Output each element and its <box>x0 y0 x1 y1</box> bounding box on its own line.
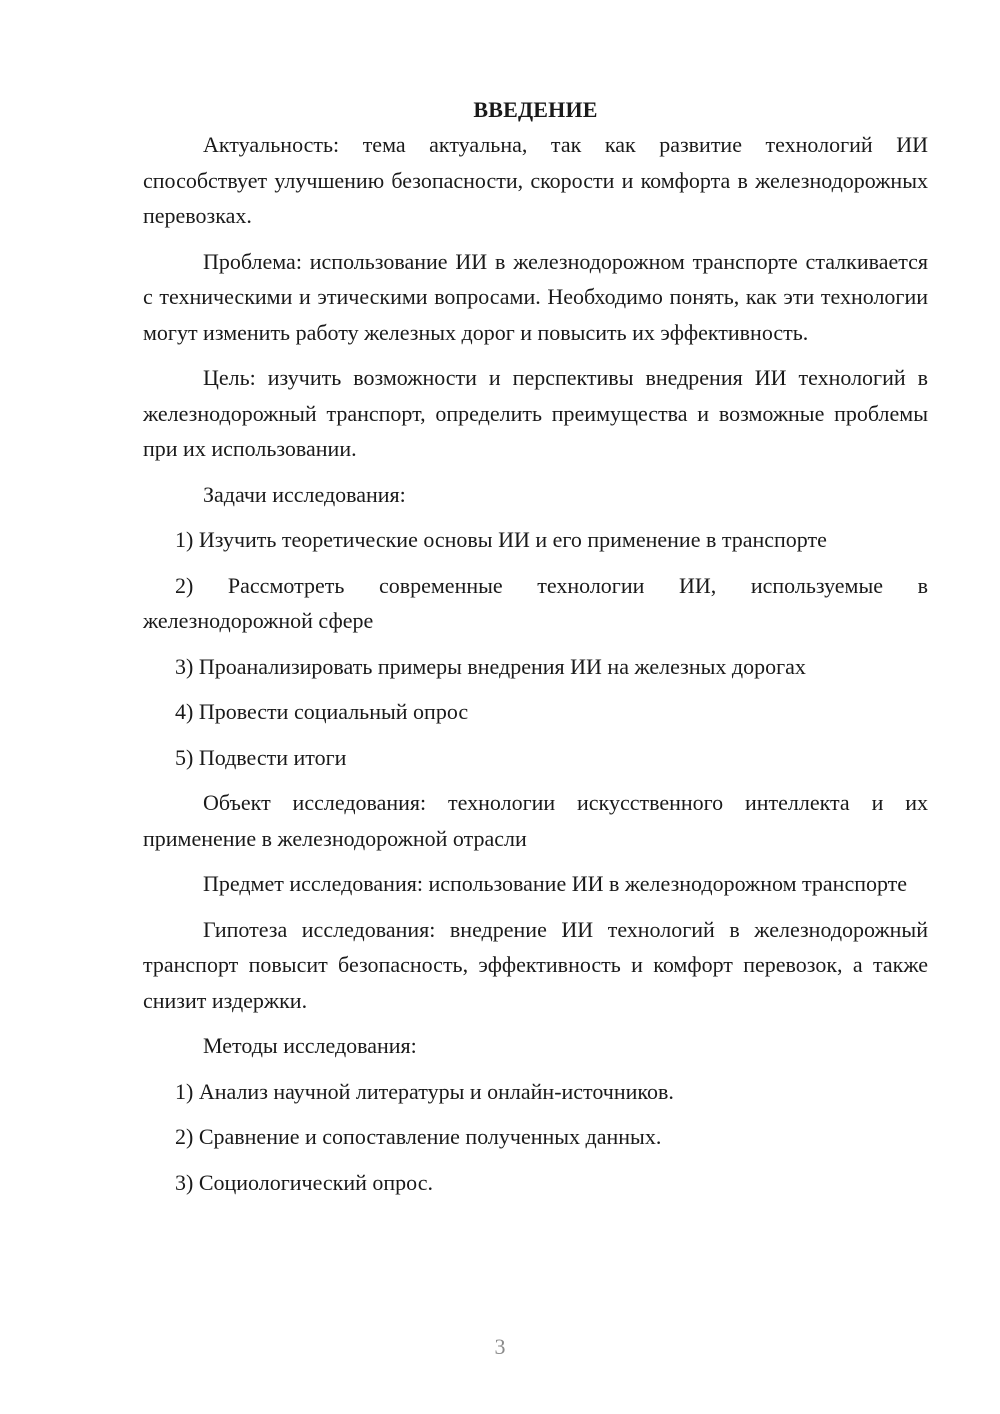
paragraph-problem: Проблема: использование ИИ в железнодорожном транспорте сталкивается с техническими и этическими вопросами. Необходимо понять, как эти технологии могут изменить работу железных дорог и повысить их эффективность. <box>143 248 928 345</box>
method-item-1: 1) Анализ научной литературы и онлайн-источников. <box>175 1078 674 1104</box>
page-number: 3 <box>494 1334 506 1359</box>
tasks-heading: Задачи исследования: <box>203 481 406 507</box>
paragraph-relevance: Актуальность: тема актуальна, так как развитие технологий ИИ способствует улучшению безопасности, скорости и комфорта в железнодорожных перевозках. <box>143 132 928 228</box>
paragraph-object: Объект исследования: технологии искусственного интеллекта и их применение в железнодорожной отрасли <box>143 790 928 851</box>
task-item-1: 1) Изучить теоретические основы ИИ и его применение в транспорте <box>175 527 827 552</box>
task-item-2: 2) Рассмотреть современные технологии ИИ, используемые в железнодорожной сфере <box>143 572 928 633</box>
methods-heading: Методы исследования: <box>203 1033 417 1058</box>
method-item-2: 2) Сравнение и сопоставление полученных данных. <box>175 1124 662 1149</box>
paragraph-hypothesis: Гипотеза исследования: внедрение ИИ технологий в железнодорожный транспорт повысит безопасность, эффективность и комфорт перевозок, а также снизит издержки. <box>143 916 928 1013</box>
task-item-3: 3) Проанализировать примеры внедрения ИИ на железных дорогах <box>175 653 806 679</box>
task-item-4: 4) Провести социальный опрос <box>175 699 469 724</box>
section-title: ВВЕДЕНИЕ <box>473 97 598 122</box>
method-item-3: 3) Социологический опрос. <box>175 1169 433 1195</box>
task-item-5: 5) Подвести итоги <box>175 744 347 770</box>
document-page <box>143 93 928 1200</box>
paragraph-subject: Предмет исследования: использование ИИ в железнодорожном транспорте <box>203 871 908 896</box>
paragraph-goal: Цель: изучить возможности и перспективы внедрения ИИ технологий в железнодорожный транспорт, определить преимущества и возможные проблемы при их использовании. <box>143 365 928 461</box>
